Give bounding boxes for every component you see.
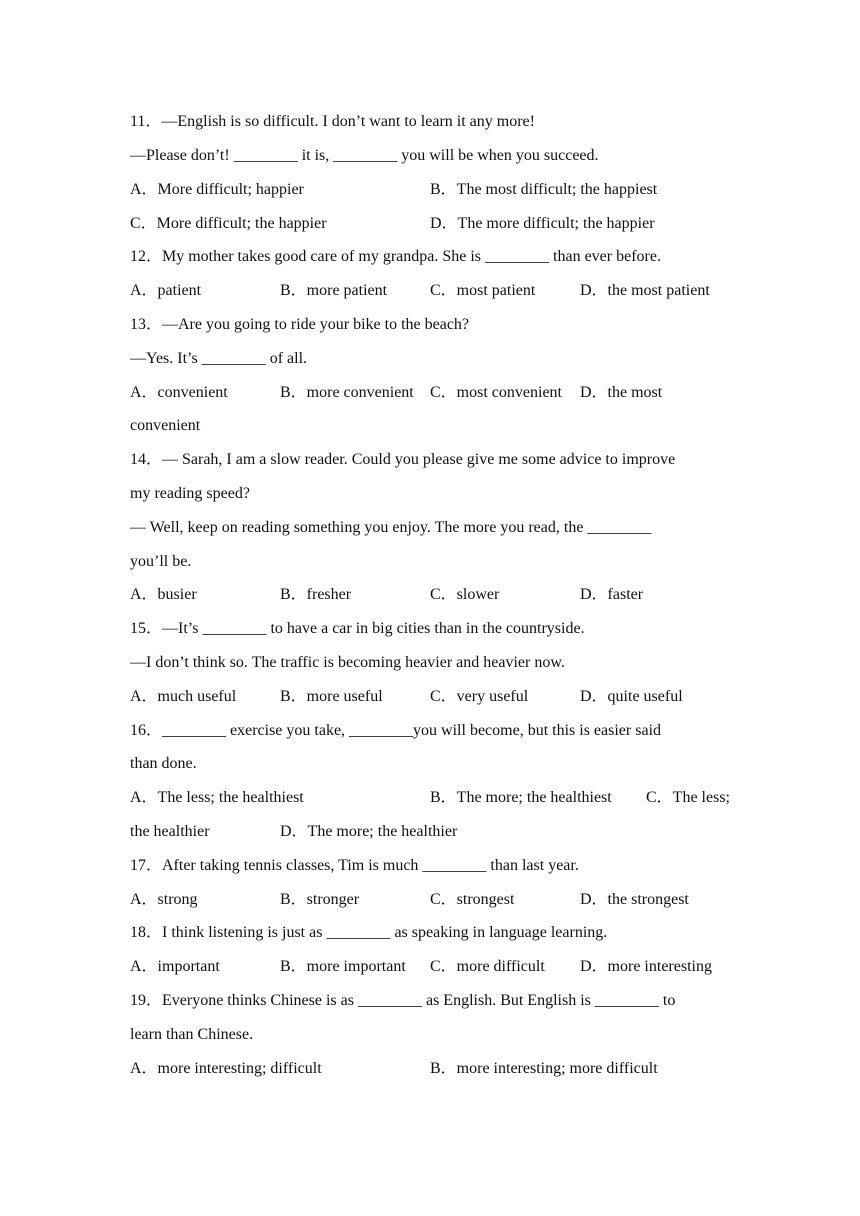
question-12-option-b: B．more patient <box>280 282 388 299</box>
question-13-option-c: C．most convenient <box>430 384 562 401</box>
question-11-option-c: C．More difficult; the happier <box>130 215 327 232</box>
question-15-stem: 15．—It’s ________ to have a car in big cities than in the countryside. <box>130 620 585 637</box>
question-12-stem: 12．My mother takes good care of my grandpa. She is ________ than ever before. <box>130 248 661 265</box>
question-18-option-a: A．important <box>130 958 220 975</box>
question-14-reply: — Well, keep on reading something you enjoy. The more you read, the ________ <box>130 519 652 536</box>
question-16-option-c: C．The less; <box>646 789 730 806</box>
question-14-option-d: D．faster <box>580 586 644 603</box>
question-14-reply-continued: you’ll be. <box>130 553 192 570</box>
question-13-reply: —Yes. It’s ________ of all. <box>130 350 308 367</box>
question-11-option-a: A．More difficult; happier <box>130 181 304 198</box>
question-11-option-d: D．The more difficult; the happier <box>430 215 655 232</box>
question-15-option-a: A．much useful <box>130 688 237 705</box>
question-15-option-c: C．very useful <box>430 688 529 705</box>
question-13-option-d: D．the most <box>580 384 663 401</box>
question-17-stem: 17．After taking tennis classes, Tim is much ________ than last year. <box>130 857 579 874</box>
question-12-option-d: D．the most patient <box>580 282 710 299</box>
question-19-stem: 19．Everyone thinks Chinese is as ________ as English. But English is ________ to <box>130 992 676 1009</box>
question-13-stem: 13．—Are you going to ride your bike to the beach? <box>130 316 470 333</box>
question-18-option-d: D．more interesting <box>580 958 712 975</box>
question-15-option-d: D．quite useful <box>580 688 683 705</box>
question-16-option-a: A．The less; the healthiest <box>130 789 304 806</box>
question-12-option-a: A．patient <box>130 282 202 299</box>
question-16-option-d: D．The more; the healthier <box>280 823 458 840</box>
question-19-option-b: B．more interesting; more difficult <box>430 1060 658 1077</box>
question-13-option-a: A．convenient <box>130 384 228 401</box>
question-13-option-d-continued: convenient <box>130 417 201 434</box>
question-17-option-b: B．stronger <box>280 891 360 908</box>
question-14-stem: 14．— Sarah, I am a slow reader. Could you please give me some advice to improve <box>130 451 676 468</box>
question-18-option-b: B．more important <box>280 958 406 975</box>
question-16-stem-continued: than done. <box>130 755 197 772</box>
question-16-option-c-continued: the healthier <box>130 823 210 840</box>
question-17-option-c: C．strongest <box>430 891 515 908</box>
question-14-stem-continued: my reading speed? <box>130 485 250 502</box>
question-15-option-b: B．more useful <box>280 688 383 705</box>
question-14-option-a: A．busier <box>130 586 197 603</box>
question-11-stem: 11．—English is so difficult. I don’t want to learn it any more! <box>130 113 535 130</box>
question-13-option-b: B．more convenient <box>280 384 414 401</box>
question-19-option-a: A．more interesting; difficult <box>130 1060 322 1077</box>
question-11-option-b: B．The most difficult; the happiest <box>430 181 658 198</box>
question-14-option-b: B．fresher <box>280 586 352 603</box>
question-16-stem: 16．________ exercise you take, ________you will become, but this is easier said <box>130 722 662 739</box>
question-17-option-d: D．the strongest <box>580 891 689 908</box>
question-16-option-b: B．The more; the healthiest <box>430 789 612 806</box>
question-12-option-c: C．most patient <box>430 282 536 299</box>
question-14-option-c: C．slower <box>430 586 500 603</box>
question-17-option-a: A．strong <box>130 891 198 908</box>
question-18-stem: 18．I think listening is just as ________ as speaking in language learning. <box>130 924 608 941</box>
question-15-reply: —I don’t think so. The traffic is becoming heavier and heavier now. <box>130 654 565 671</box>
question-18-option-c: C．more difficult <box>430 958 545 975</box>
question-11-reply: —Please don’t! ________ it is, ________ you will be when you succeed. <box>130 147 599 164</box>
question-19-stem-continued: learn than Chinese. <box>130 1026 254 1043</box>
